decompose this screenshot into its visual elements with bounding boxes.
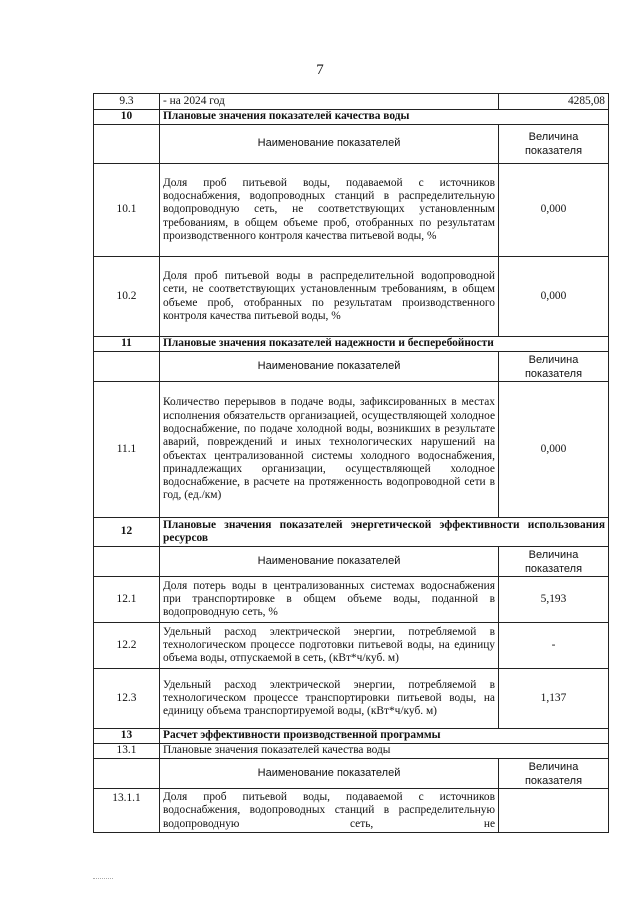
section-title: Плановые значения показателей качества воды	[160, 110, 609, 125]
section-number: 11	[94, 337, 160, 352]
row-number: 13.1	[94, 744, 160, 759]
column-header-name: Наименование показателей	[160, 547, 499, 577]
row-number: 10.1	[94, 164, 160, 257]
section-title: Расчет эффективности производственной программы	[160, 729, 609, 744]
row-description: Доля потерь воды в централизованных системах водоснабжения при транспортировке в общем объеме воды, поданной в водопроводную сеть, %	[160, 577, 499, 623]
indicators-table	[93, 93, 609, 833]
table-row	[94, 94, 609, 110]
row-description: Доля проб питьевой воды, подаваемой с источников водоснабжения, водопроводных станций в распределительную водопроводную сеть, не соответствующих установленным требованиям, в общем объеме проб, отобранных по результатам производственного контроля качества питьевой воды, %	[160, 164, 499, 257]
row-value: -	[499, 623, 609, 669]
row-description: Количество перерывов в подаче воды, зафиксированных в местах исполнения обязательств организацией, осуществляющей холодное водоснабжение, по подаче холодной воды, возникших в результате аварий, повреждений и иных технологических нарушений на объектах централизованной системы холодного водоснабжения, принадлежащих организации, осуществляющей холодное водоснабжение, в расчете на протяженность водопроводной сети в год, (ед./км)	[160, 382, 499, 518]
section-number: 12	[94, 518, 160, 547]
row-value: 0,000	[499, 382, 609, 518]
column-header-value: Величина показателя	[499, 125, 609, 164]
column-header-value: Величина показателя	[499, 759, 609, 789]
row-description: Удельный расход электрической энергии, потребляемой в технологическом процессе транспортировки питьевой воды, на единицу объема транспортируемой воды, (кВт*ч/куб. м)	[160, 669, 499, 729]
column-header-value: Величина показателя	[499, 547, 609, 577]
row-number: 12.2	[94, 623, 160, 669]
table-row	[94, 257, 609, 337]
row-number: 10.2	[94, 257, 160, 337]
row-value	[499, 789, 609, 833]
table-row	[94, 789, 609, 833]
row-value: 0,000	[499, 164, 609, 257]
section-number: 10	[94, 110, 160, 125]
row-value: 4285,08	[499, 94, 609, 110]
row-value: 1,137	[499, 669, 609, 729]
section-row	[94, 518, 609, 547]
column-header-row	[94, 352, 609, 382]
row-description: Удельный расход электрической энергии, потребляемой в технологическом процессе подготовки питьевой воды, на единицу объема воды, отпускаемой в сеть, (кВт*ч/куб. м)	[160, 623, 499, 669]
row-description: Плановые значения показателей качества воды	[160, 744, 609, 759]
table-row	[94, 744, 609, 759]
table-row	[94, 577, 609, 623]
column-header-row	[94, 125, 609, 164]
row-value: 5,193	[499, 577, 609, 623]
column-header-value: Величина показателя	[499, 352, 609, 382]
row-description: - на 2024 год	[160, 94, 499, 110]
row-description: Доля проб питьевой воды в распределительной водопроводной сети, не соответствующих установленным требованиям, в общем объеме проб, отобранных по результатам производственного контроля качества питьевой воды, %	[160, 257, 499, 337]
section-title: Плановые значения показателей энергетической эффективности использования ресурсов	[160, 518, 609, 547]
section-title: Плановые значения показателей надежности и бесперебойности	[160, 337, 609, 352]
table-row	[94, 164, 609, 257]
page-number: 7	[316, 62, 324, 78]
section-row	[94, 729, 609, 744]
section-number: 13	[94, 729, 160, 744]
column-header-name: Наименование показателей	[160, 125, 499, 164]
column-header-row	[94, 759, 609, 789]
table-row	[94, 669, 609, 729]
row-number: 12.3	[94, 669, 160, 729]
section-row	[94, 337, 609, 352]
column-header-row	[94, 547, 609, 577]
scan-mark	[93, 878, 113, 879]
row-number: 13.1.1	[94, 789, 160, 833]
row-value: 0,000	[499, 257, 609, 337]
table-row	[94, 623, 609, 669]
column-header-name: Наименование показателей	[160, 759, 499, 789]
row-number: 11.1	[94, 382, 160, 518]
row-description: Доля проб питьевой воды, подаваемой с источников водоснабжения, водопроводных станций в распределительную водопроводную сеть, не	[160, 789, 499, 833]
row-number: 9.3	[94, 94, 160, 110]
section-row	[94, 110, 609, 125]
row-number: 12.1	[94, 577, 160, 623]
table-row	[94, 382, 609, 518]
column-header-name: Наименование показателей	[160, 352, 499, 382]
